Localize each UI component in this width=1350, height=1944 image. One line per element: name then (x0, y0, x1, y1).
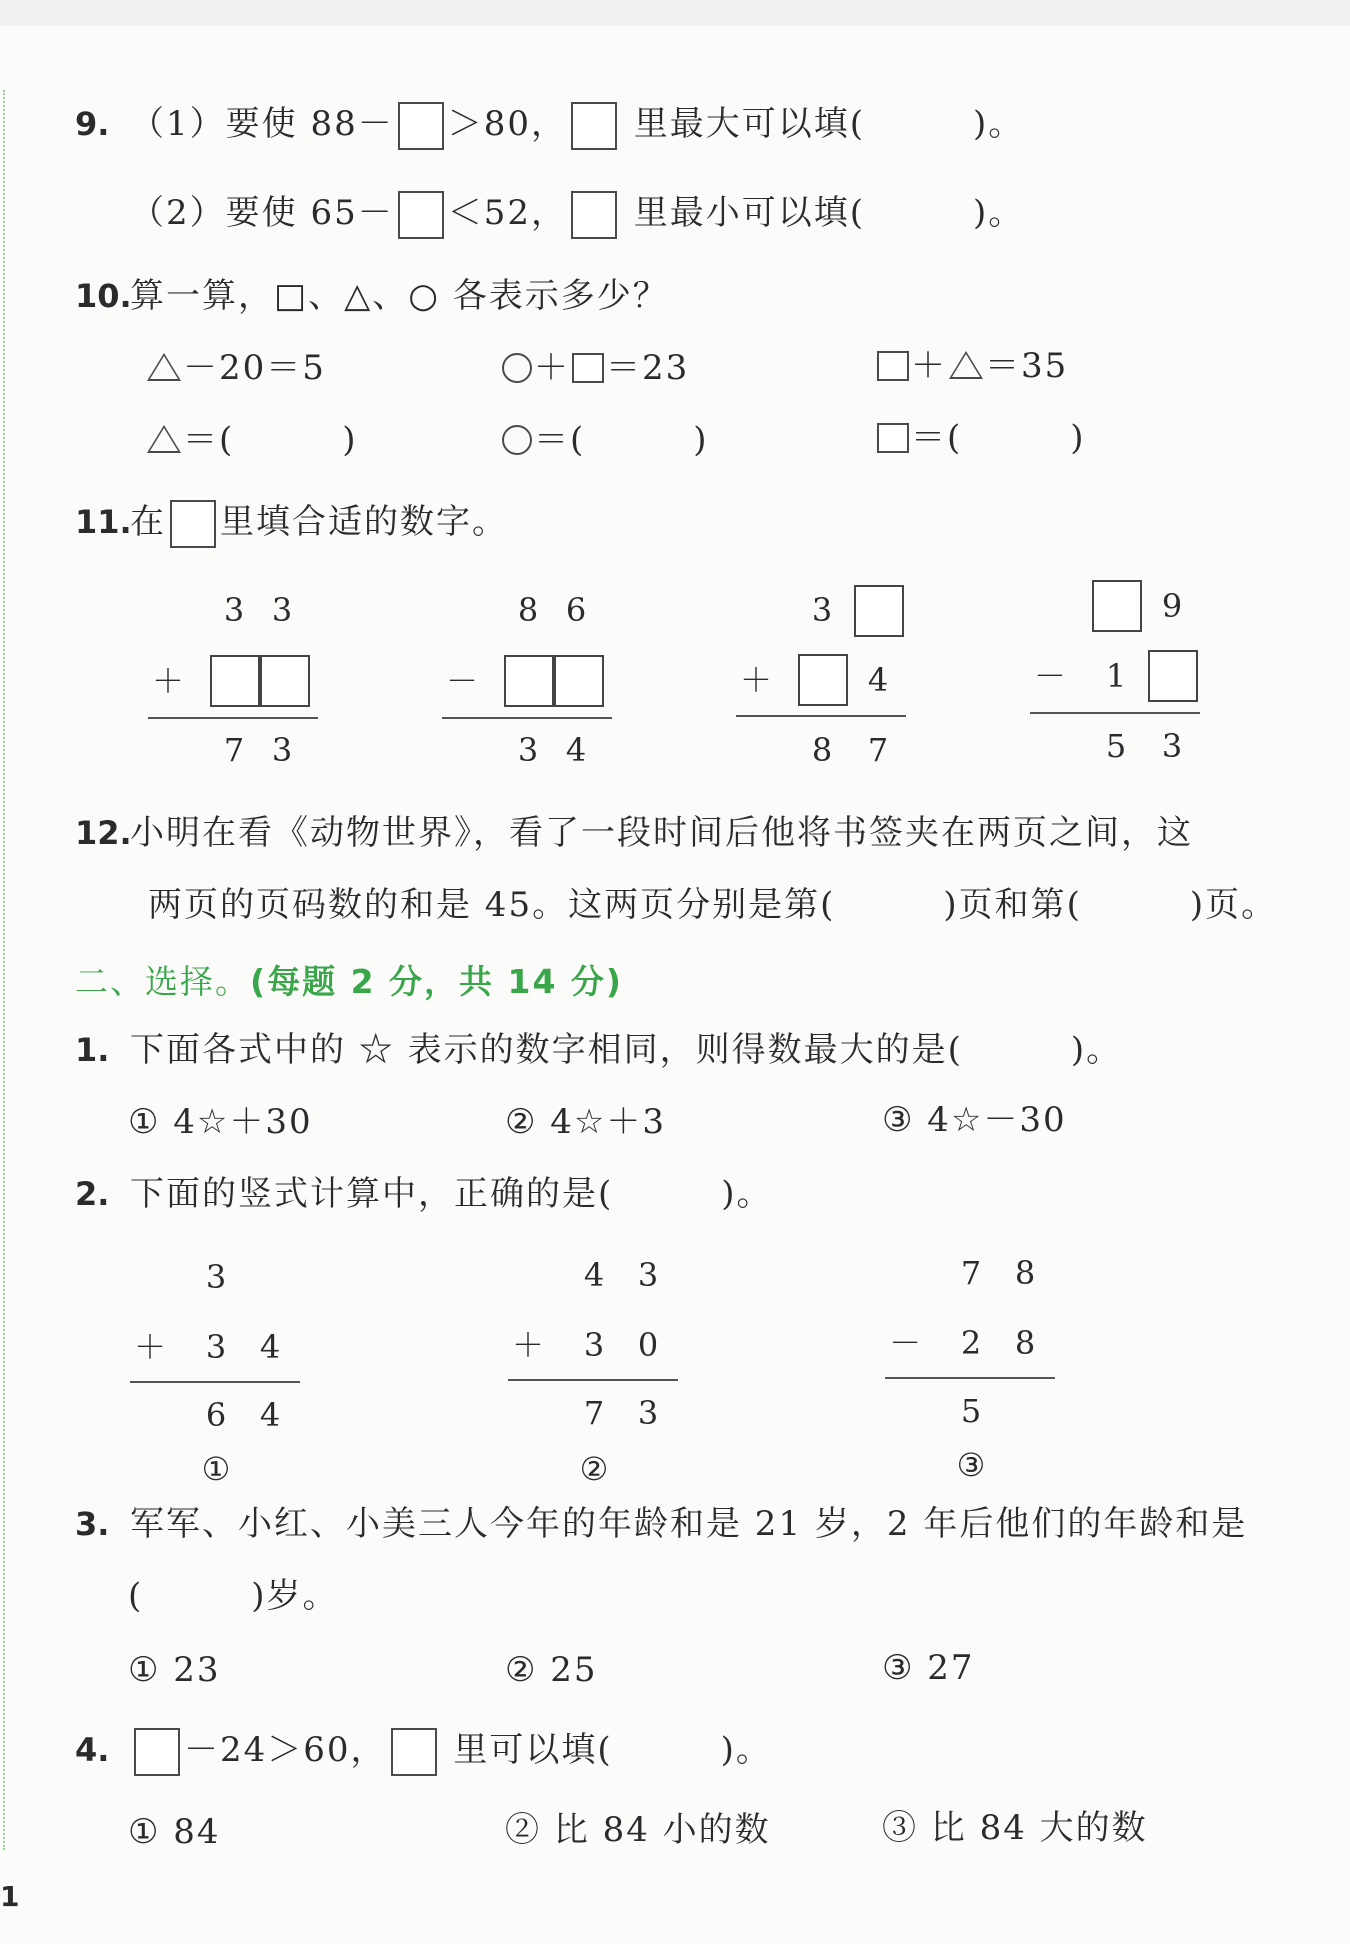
circle-icon (502, 425, 532, 455)
binding-margin-line (3, 90, 5, 1850)
s1-option-2[interactable]: ② 4☆＋3 (505, 1102, 667, 1142)
option-label: ② (579, 1450, 609, 1488)
option-label: ① (201, 1450, 231, 1488)
page-number: 1 (0, 1880, 20, 1913)
s2-calc-1[interactable]: 3 ＋ 3 4 6 4 ① (130, 1252, 300, 1482)
q10-equation-2: ＋ ＝23 (500, 346, 689, 390)
s1-prompt[interactable]: 1. 下面各式中的 ☆ 表示的数字相同，则得数最大的是( )。 (75, 1030, 1123, 1070)
q10-equation-1: －20＝5 (145, 346, 326, 390)
q10-prompt: 10.算一算，□、△、○ 各表示多少？ (75, 276, 669, 316)
s2-calc-3[interactable]: 7 8 － 2 8 5 ③ (885, 1248, 1055, 1478)
q10-answer-triangle[interactable]: ＝( ) (145, 418, 358, 462)
answer-box[interactable] (1148, 650, 1198, 702)
q11-prompt: 11.在 里填合适的数字。 (75, 500, 508, 548)
q11-number: 11. (75, 503, 132, 541)
q11-calc-2: 8 6 － 3 4 (442, 585, 612, 775)
q9-part2: （2）要使 65－ ＜52， 里最小可以填( )。 (130, 191, 1024, 239)
answer-box[interactable] (398, 191, 444, 239)
calc-line (1030, 712, 1200, 714)
s3-option-2[interactable]: ② 25 (505, 1650, 598, 1690)
section-heading: 二、选择。(每题 2 分，共 14 分) (75, 962, 624, 1001)
s3-line-2[interactable]: ( )岁。 (128, 1576, 339, 1616)
q10-equation-3: ＋ ＝35 (875, 344, 1068, 388)
s4-option-2[interactable]: ② 比 84 小的数 (505, 1810, 771, 1850)
scan-top-shade (0, 0, 1350, 26)
q9-part1: 9. （1）要使 88－ ＞80， 里最大可以填( )。 (75, 102, 1024, 150)
q10-number: 10. (75, 277, 132, 315)
calc-line (736, 715, 906, 717)
q12-line-2[interactable]: 两页的页码数的和是 45。这两页分别是第( )页和第( )页。 (148, 885, 1278, 925)
s2-number: 2. (75, 1175, 110, 1213)
triangle-icon (147, 353, 181, 381)
q12-line-1: 12.小明在看《动物世界》，看了一段时间后他将书签夹在两页之间，这 (75, 813, 1193, 853)
s4-prompt: 4. －24＞60， 里可以填( )。 (75, 1728, 772, 1776)
s3-number: 3. (75, 1505, 110, 1543)
q10-answer-square[interactable]: ＝( ) (875, 416, 1086, 460)
s2-prompt[interactable]: 2. 下面的竖式计算中，正确的是( )。 (75, 1174, 773, 1214)
s3-option-1[interactable]: ① 23 (128, 1650, 221, 1690)
square-icon (572, 353, 604, 383)
s1-number: 1. (75, 1031, 110, 1069)
q11-calc-1: 3 3 ＋ 7 3 (148, 585, 318, 775)
s4-option-3[interactable]: ③ 比 84 大的数 (882, 1808, 1148, 1848)
answer-box[interactable] (210, 655, 260, 707)
q9-number: 9. (75, 105, 110, 143)
calc-line (442, 717, 612, 719)
s2-calc-2[interactable]: 4 3 ＋ 3 0 7 3 ② (508, 1250, 678, 1480)
s3-line-1: 3. 军军、小红、小美三人今年的年龄和是 21 岁，2 年后他们的年龄和是 (75, 1504, 1248, 1544)
s1-option-1[interactable]: ① 4☆＋30 (128, 1102, 313, 1142)
answer-box (391, 1728, 437, 1776)
calc-line (148, 717, 318, 719)
triangle-icon (147, 425, 181, 453)
s3-option-3[interactable]: ③ 27 (882, 1648, 975, 1688)
answer-box[interactable] (398, 102, 444, 150)
s4-number: 4. (75, 1731, 110, 1769)
answer-box[interactable] (260, 655, 310, 707)
answer-box[interactable] (798, 654, 848, 706)
answer-box[interactable] (134, 1728, 180, 1776)
answer-box[interactable] (1092, 580, 1142, 632)
calc-line (130, 1381, 300, 1383)
q11-calc-3: 3 ＋ 4 8 7 (736, 585, 906, 775)
option-label: ③ (956, 1446, 986, 1484)
q10-answer-circle[interactable]: ＝( ) (500, 418, 709, 462)
triangle-icon (949, 351, 983, 379)
answer-box (571, 191, 617, 239)
square-icon (170, 500, 216, 548)
square-icon (877, 423, 909, 453)
calc-line (508, 1379, 678, 1381)
s1-option-3[interactable]: ③ 4☆－30 (882, 1100, 1067, 1140)
square-icon (877, 351, 909, 381)
answer-box (571, 102, 617, 150)
q11-calc-4: 9 － 1 5 3 (1030, 580, 1200, 770)
circle-icon (502, 353, 532, 383)
calc-line (885, 1377, 1055, 1379)
answer-box[interactable] (554, 655, 604, 707)
s4-option-1[interactable]: ① 84 (128, 1812, 221, 1852)
answer-box[interactable] (504, 655, 554, 707)
q12-number: 12. (75, 814, 132, 852)
answer-box[interactable] (854, 585, 904, 637)
